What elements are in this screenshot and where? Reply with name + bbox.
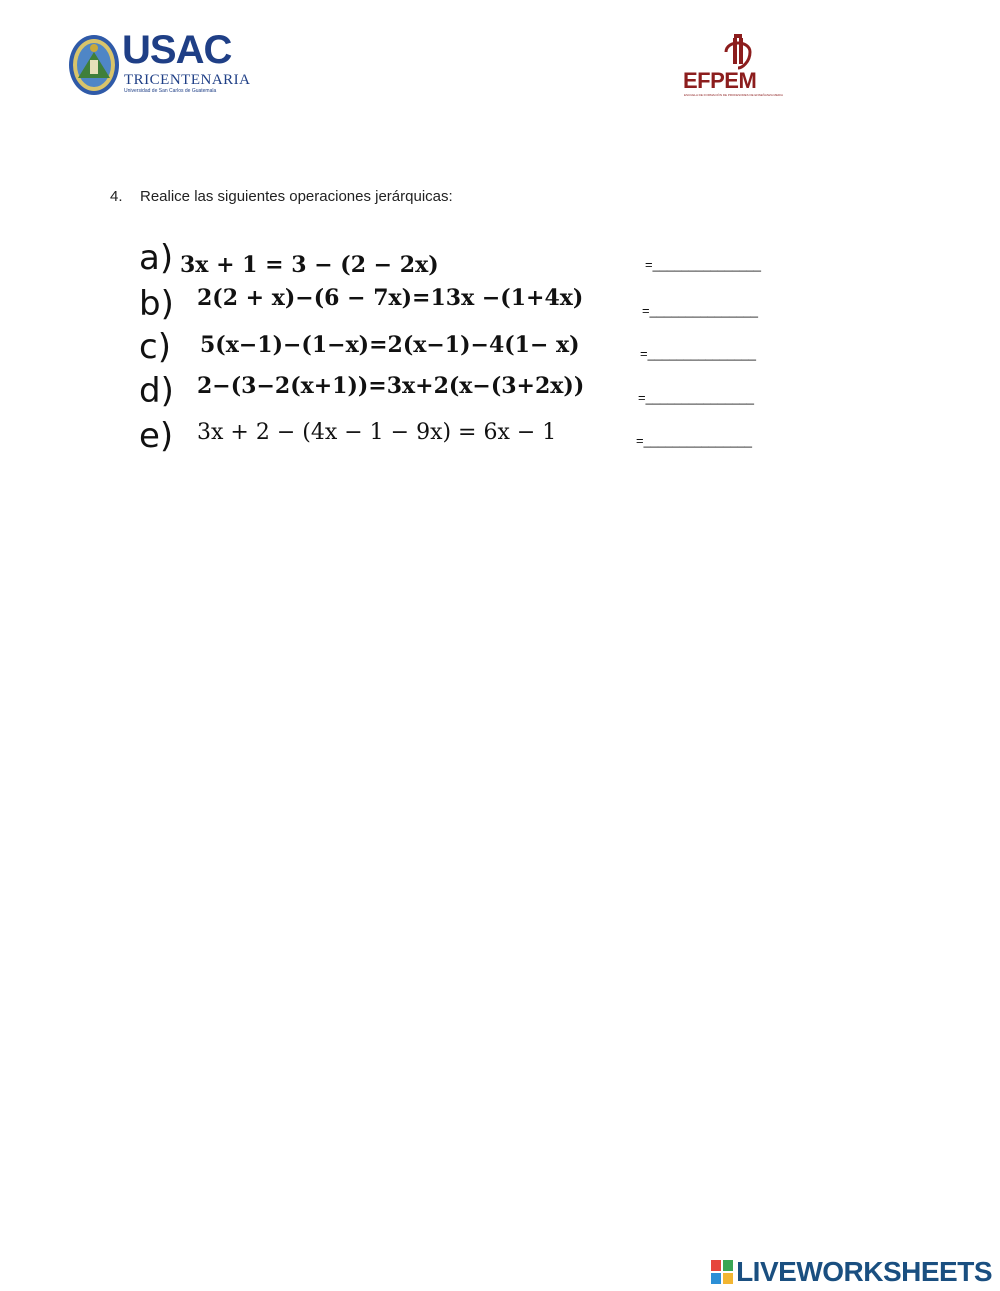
exercise-b-answer-blank[interactable]: =_______________ [642,303,759,318]
question-heading [110,188,453,205]
usac-logo-name: USAC [122,28,232,72]
usac-logo [68,28,251,98]
exercise-b-equation: 2(2 + x)−(6 − 7x)=13x −(1+4x) [197,285,584,311]
exercise-a-letter: a) [139,238,174,278]
efpem-logo-name: EFPEM [683,68,757,93]
exercise-b-letter: b) [139,284,174,324]
exercise-e-letter: e) [139,416,174,456]
efpem-emblem-icon [716,32,760,70]
usac-seal-icon [68,34,120,96]
usac-logo-subtitle: TRICENTENARIA [124,72,251,88]
exercise-d-equation: 2−(3−2(x+1))=3x+2(x−(3+2x)) [197,373,585,399]
exercise-d-answer-blank[interactable]: =_______________ [638,390,755,405]
exercise-a-answer-blank[interactable]: =_______________ [645,257,762,272]
exercise-c-letter: c) [139,327,171,367]
efpem-logo-subtitle: ESCUELA DE FORMACIÓN DE PROFESORES DE ENSEÑANZA MEDIA [684,93,784,97]
liveworksheets-brand-text: LIVEWORKSHEETS [736,1256,992,1287]
exercise-d-letter: d) [139,371,174,411]
question-number: 4. [110,188,123,205]
liveworksheets-brand [711,1256,992,1288]
usac-logo-university: Universidad de San Carlos de Guatemala [124,88,217,94]
liveworksheets-logo-icon [711,1260,733,1284]
efpem-logo [680,32,804,98]
exercise-a-equation: 3x + 1 = 3 − (2 − 2x) [180,252,439,278]
exercise-e-answer-blank[interactable]: =_______________ [636,433,753,448]
question-text: Realice las siguientes operaciones jerárquicas: [140,188,453,205]
exercise-e-equation: 3x + 2 − (4x − 1 − 9x) = 6x − 1 [197,420,557,445]
exercise-c-answer-blank[interactable]: =_______________ [640,346,757,361]
exercise-c-equation: 5(x−1)−(1−x)=2(x−1)−4(1− x) [200,332,580,358]
